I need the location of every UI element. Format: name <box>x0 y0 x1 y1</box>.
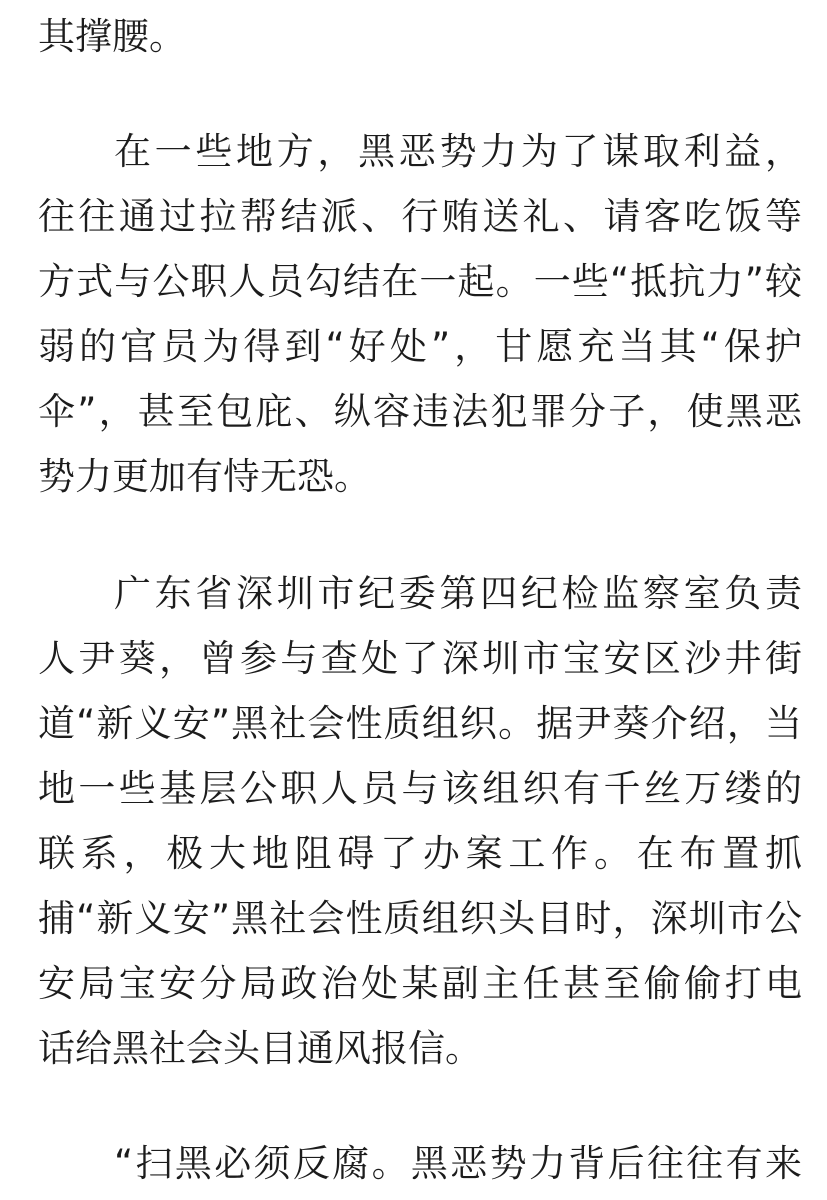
text-line: 联系，极大地阻碍了办案工作。在布置抓 <box>38 832 802 875</box>
text-line: 安局宝安分局政治处某副主任甚至偷偷打电 <box>38 962 802 1005</box>
text-line: 话给黑社会头目通风报信。 <box>38 1027 482 1070</box>
text-line: “扫黑必须反腐。黑恶势力背后往往有来 <box>114 1142 802 1185</box>
text-line: 捕“新义安”黑社会性质组织头目时，深圳市公 <box>38 897 802 940</box>
text-line: 在一些地方，黑恶势力为了谋取利益， <box>114 130 802 173</box>
text-line: 地一些基层公职人员与该组织有千丝万缕的 <box>38 767 802 810</box>
text-line: 往往通过拉帮结派、行贿送礼、请客吃饭等 <box>38 195 802 238</box>
text-line: 其撑腰。 <box>38 15 186 58</box>
text-line: 方式与公职人员勾结在一起。一些“抵抗力”较 <box>38 260 802 303</box>
text-line: 弱的官员为得到“好处”，甘愿充当其“保护 <box>38 325 802 368</box>
text-line: 道“新义安”黑社会性质组织。据尹葵介绍，当 <box>38 702 802 745</box>
text-line: 势力更加有恃无恐。 <box>38 455 371 498</box>
text-line: 人尹葵，曾参与查处了深圳市宝安区沙井街 <box>38 637 802 680</box>
text-line: 广东省深圳市纪委第四纪检监察室负责 <box>114 572 802 615</box>
text-line: 伞”，甚至包庇、纵容违法犯罪分子，使黑恶 <box>38 390 802 433</box>
